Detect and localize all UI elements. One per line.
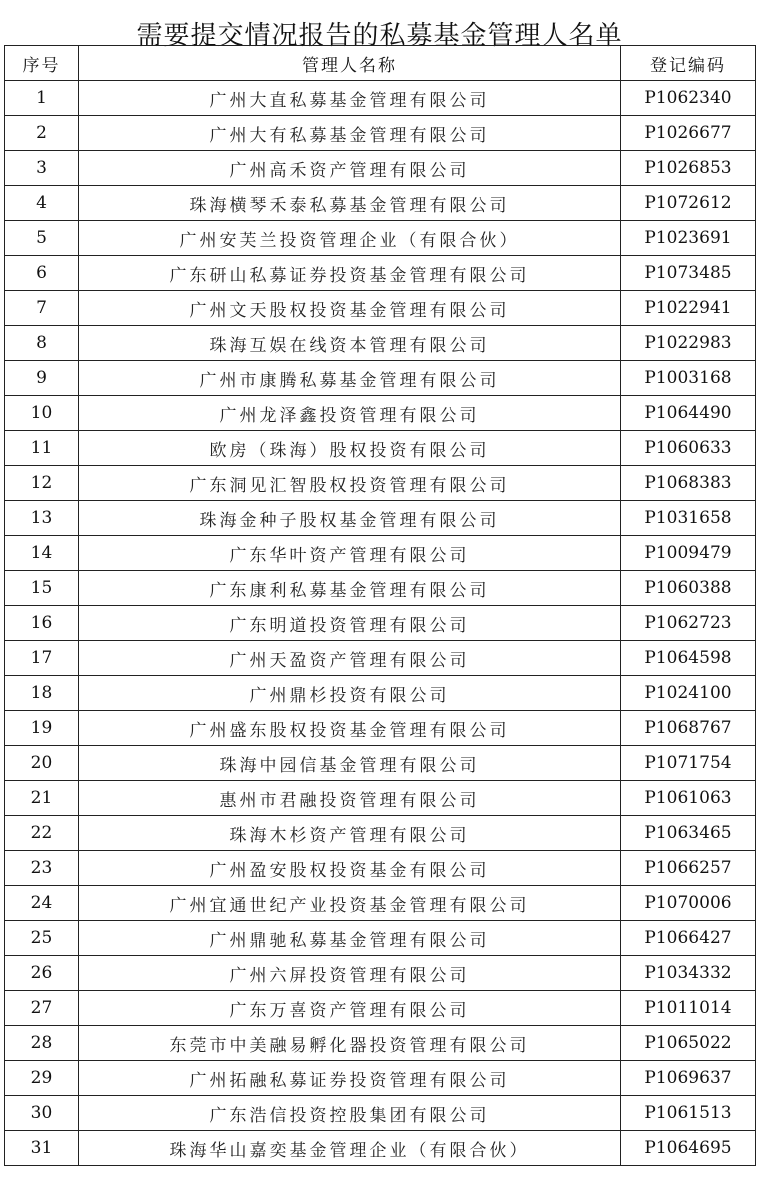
- row-registration-code: P1034332: [621, 956, 756, 991]
- table-body: [5, 81, 756, 1166]
- row-serial-number: 22: [5, 816, 79, 851]
- row-registration-code: P1070006: [621, 886, 756, 921]
- table-row: [5, 431, 756, 466]
- table-row: [5, 536, 756, 571]
- table-row: [5, 816, 756, 851]
- table-row: [5, 326, 756, 361]
- row-registration-code: P1061063: [621, 781, 756, 816]
- table-row: [5, 606, 756, 641]
- row-serial-number: 10: [5, 396, 79, 431]
- row-manager-name: 惠州市君融投资管理有限公司: [79, 781, 621, 816]
- row-serial-number: 16: [5, 606, 79, 641]
- row-registration-code: P1072612: [621, 186, 756, 221]
- row-manager-name: 欧房（珠海）股权投资有限公司: [79, 431, 621, 466]
- table-row: [5, 466, 756, 501]
- row-registration-code: P1066257: [621, 851, 756, 886]
- row-registration-code: P1003168: [621, 361, 756, 396]
- table-row: [5, 991, 756, 1026]
- row-serial-number: 12: [5, 466, 79, 501]
- row-manager-name: 广州鼎杉投资有限公司: [79, 676, 621, 711]
- row-manager-name: 广州龙泽鑫投资管理有限公司: [79, 396, 621, 431]
- row-serial-number: 20: [5, 746, 79, 781]
- row-serial-number: 1: [5, 81, 79, 116]
- row-serial-number: 23: [5, 851, 79, 886]
- row-serial-number: 17: [5, 641, 79, 676]
- row-registration-code: P1011014: [621, 991, 756, 1026]
- table-row: [5, 921, 756, 956]
- table-row: [5, 781, 756, 816]
- row-manager-name: 广州宜通世纪产业投资基金管理有限公司: [79, 886, 621, 921]
- row-manager-name: 广州天盈资产管理有限公司: [79, 641, 621, 676]
- row-manager-name: 广东万喜资产管理有限公司: [79, 991, 621, 1026]
- row-registration-code: P1023691: [621, 221, 756, 256]
- row-manager-name: 珠海中园信基金管理有限公司: [79, 746, 621, 781]
- row-registration-code: P1062340: [621, 81, 756, 116]
- row-manager-name: 广州文天股权投资基金管理有限公司: [79, 291, 621, 326]
- table-row: [5, 641, 756, 676]
- row-serial-number: 31: [5, 1131, 79, 1166]
- row-registration-code: P1022983: [621, 326, 756, 361]
- row-manager-name: 广州高禾资产管理有限公司: [79, 151, 621, 186]
- row-manager-name: 广州拓融私募证券投资管理有限公司: [79, 1061, 621, 1096]
- row-serial-number: 29: [5, 1061, 79, 1096]
- table-row: [5, 711, 756, 746]
- row-manager-name: 广东洞见汇智股权投资管理有限公司: [79, 466, 621, 501]
- row-manager-name: 广州大有私募基金管理有限公司: [79, 116, 621, 151]
- row-manager-name: 珠海金种子股权基金管理有限公司: [79, 501, 621, 536]
- row-serial-number: 14: [5, 536, 79, 571]
- row-serial-number: 9: [5, 361, 79, 396]
- row-manager-name: 广东浩信投资控股集团有限公司: [79, 1096, 621, 1131]
- row-manager-name: 广州鼎驰私募基金管理有限公司: [79, 921, 621, 956]
- row-manager-name: 珠海木杉资产管理有限公司: [79, 816, 621, 851]
- row-manager-name: 广东华叶资产管理有限公司: [79, 536, 621, 571]
- row-manager-name: 广州市康腾私募基金管理有限公司: [79, 361, 621, 396]
- row-serial-number: 4: [5, 186, 79, 221]
- row-serial-number: 26: [5, 956, 79, 991]
- row-manager-name: 广东明道投资管理有限公司: [79, 606, 621, 641]
- row-registration-code: P1068767: [621, 711, 756, 746]
- header-row: [5, 46, 756, 81]
- row-manager-name: 珠海互娱在线资本管理有限公司: [79, 326, 621, 361]
- table-row: [5, 746, 756, 781]
- table-row: [5, 151, 756, 186]
- table-row: [5, 291, 756, 326]
- row-serial-number: 25: [5, 921, 79, 956]
- row-registration-code: P1022941: [621, 291, 756, 326]
- table-row: [5, 886, 756, 921]
- row-serial-number: 30: [5, 1096, 79, 1131]
- row-manager-name: 珠海华山嘉奕基金管理企业（有限合伙）: [79, 1131, 621, 1166]
- table-row: [5, 396, 756, 431]
- row-serial-number: 15: [5, 571, 79, 606]
- table-row: [5, 1131, 756, 1166]
- table-row: [5, 1061, 756, 1096]
- row-registration-code: P1064695: [621, 1131, 756, 1166]
- row-serial-number: 3: [5, 151, 79, 186]
- table-row: [5, 116, 756, 151]
- table-row: [5, 1026, 756, 1061]
- row-serial-number: 11: [5, 431, 79, 466]
- row-registration-code: P1031658: [621, 501, 756, 536]
- row-registration-code: P1066427: [621, 921, 756, 956]
- row-manager-name: 广州盈安股权投资基金有限公司: [79, 851, 621, 886]
- row-manager-name: 广州盛东股权投资基金管理有限公司: [79, 711, 621, 746]
- row-registration-code: P1024100: [621, 676, 756, 711]
- row-manager-name: 广州安芙兰投资管理企业（有限合伙）: [79, 221, 621, 256]
- row-serial-number: 21: [5, 781, 79, 816]
- row-serial-number: 2: [5, 116, 79, 151]
- table-row: [5, 501, 756, 536]
- table-row: [5, 361, 756, 396]
- header-manager-name: 管理人名称: [79, 46, 621, 81]
- table-header: [5, 46, 756, 81]
- row-serial-number: 28: [5, 1026, 79, 1061]
- header-registration-code: 登记编码: [621, 46, 756, 81]
- row-manager-name: 广州六屏投资管理有限公司: [79, 956, 621, 991]
- row-registration-code: P1026853: [621, 151, 756, 186]
- row-manager-name: 广东康利私募基金管理有限公司: [79, 571, 621, 606]
- row-serial-number: 27: [5, 991, 79, 1026]
- row-serial-number: 19: [5, 711, 79, 746]
- table-row: [5, 956, 756, 991]
- row-registration-code: P1060388: [621, 571, 756, 606]
- manager-list-table: [4, 45, 756, 1166]
- row-manager-name: 广州大直私募基金管理有限公司: [79, 81, 621, 116]
- row-registration-code: P1061513: [621, 1096, 756, 1131]
- row-manager-name: 东莞市中美融易孵化器投资管理有限公司: [79, 1026, 621, 1061]
- row-registration-code: P1026677: [621, 116, 756, 151]
- header-serial-number: 序号: [5, 46, 79, 81]
- table-row: [5, 1096, 756, 1131]
- row-manager-name: 广东研山私募证券投资基金管理有限公司: [79, 256, 621, 291]
- row-registration-code: P1009479: [621, 536, 756, 571]
- table-row: [5, 676, 756, 711]
- table-row: [5, 81, 756, 116]
- row-serial-number: 8: [5, 326, 79, 361]
- row-registration-code: P1065022: [621, 1026, 756, 1061]
- row-manager-name: 珠海横琴禾泰私募基金管理有限公司: [79, 186, 621, 221]
- row-serial-number: 5: [5, 221, 79, 256]
- row-registration-code: P1063465: [621, 816, 756, 851]
- table-row: [5, 571, 756, 606]
- document-title: 需要提交情况报告的私募基金管理人名单: [136, 21, 623, 52]
- row-registration-code: P1062723: [621, 606, 756, 641]
- row-serial-number: 24: [5, 886, 79, 921]
- row-registration-code: P1060633: [621, 431, 756, 466]
- table-row: [5, 256, 756, 291]
- row-serial-number: 7: [5, 291, 79, 326]
- table-row: [5, 221, 756, 256]
- row-serial-number: 13: [5, 501, 79, 536]
- row-serial-number: 18: [5, 676, 79, 711]
- row-registration-code: P1071754: [621, 746, 756, 781]
- row-registration-code: P1068383: [621, 466, 756, 501]
- row-registration-code: P1069637: [621, 1061, 756, 1096]
- row-registration-code: P1064598: [621, 641, 756, 676]
- table-row: [5, 186, 756, 221]
- table-row: [5, 851, 756, 886]
- row-registration-code: P1064490: [621, 396, 756, 431]
- row-registration-code: P1073485: [621, 256, 756, 291]
- row-serial-number: 6: [5, 256, 79, 291]
